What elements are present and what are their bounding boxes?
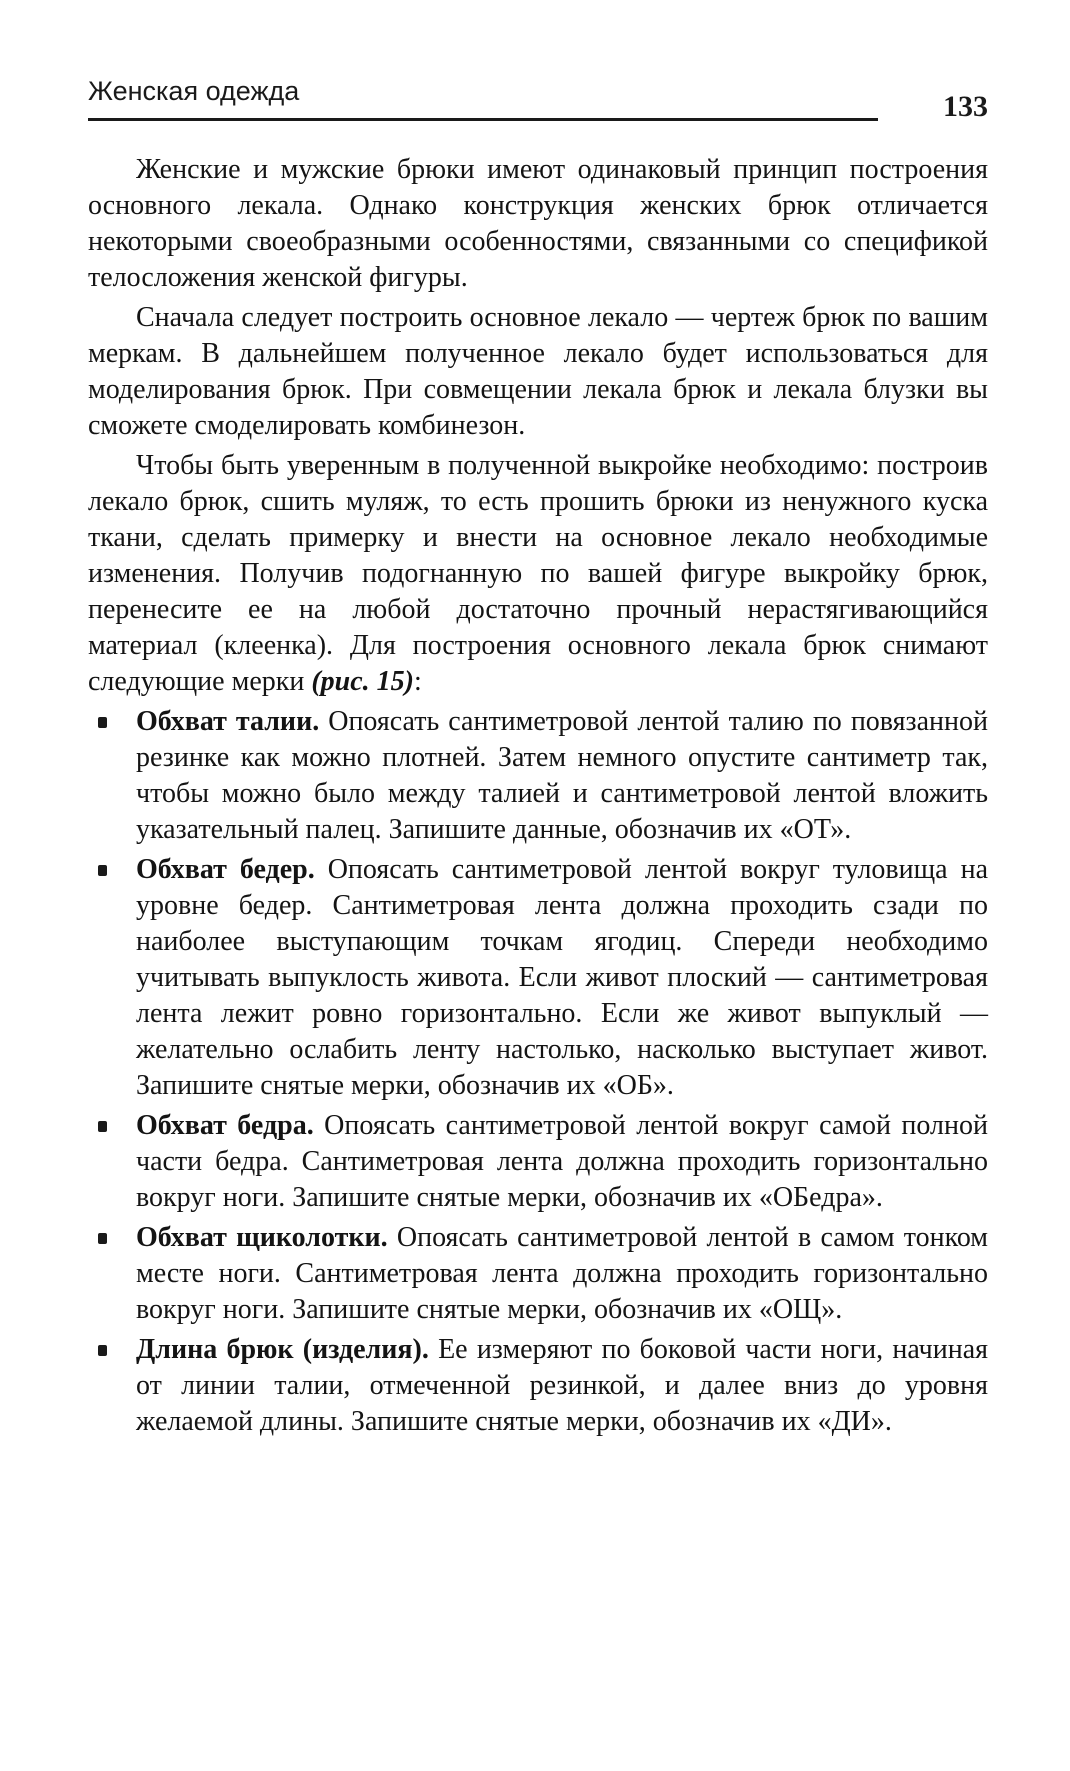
page-number: 133: [943, 90, 988, 123]
paragraph-1: Женские и мужские брюки имеют одинаковый принцип построения основного лекала. Однако конструкция женских брюк отличается некоторыми своеобразными особенностями, связанными со спецификой телосложения женской фигуры.: [88, 154, 988, 293]
measurement-list: [88, 704, 988, 1440]
page-header: [88, 76, 988, 126]
list-item-waist: [88, 704, 988, 848]
measurement-term: Обхват бедра.: [136, 1110, 314, 1141]
measurement-term: Длина брюк (изделия).: [136, 1334, 429, 1365]
bullet-icon: [98, 1233, 107, 1244]
bullet-icon: [98, 1345, 107, 1356]
bullet-icon: [98, 1121, 107, 1132]
list-item-ankle: [88, 1220, 988, 1328]
bullet-icon: [98, 717, 107, 728]
measurement-description: Опоясать сантиметровой лентой талию по повязанной резинке как можно плотней. Затем немного опустите сантиметр так, чтобы можно было между талией и сантиметровой лентой вложить указательный палец. Запишите данные, обозначив их «ОТ».: [136, 706, 988, 845]
paragraph-3-text: Чтобы быть уверенным в полученной выкройке необходимо: построив лекало брюк, сшить муляж, то есть прошить брюки из ненужного куска ткани, сделать примерку и внести на основное лекало необходимые изменения. Получив подогнанную по вашей фигуре выкройку брюк, перенесите ее на любой достаточно прочный нерастягивающийся материал (клеенка). Для построения основного лекала брюк снимают следующие мерки: [88, 450, 988, 697]
measurement-description: Опоясать сантиметровой лентой в самом тонком месте ноги. Сантиметровая лента должна проходить горизонтально вокруг ноги. Запишите снятые мерки, обозначив их «ОЩ».: [136, 1222, 989, 1325]
body-text: [88, 152, 988, 1444]
measurement-term: Обхват бедер.: [136, 854, 315, 885]
paragraph-3-tail: :: [414, 666, 422, 697]
measurement-description: Ее измеряют по боковой части ноги, начиная от линии талии, отмеченной резинкой, и далее вниз до уровня желаемой длины. Запишите снятые мерки, обозначив их «ДИ».: [136, 1334, 988, 1437]
list-item-hips: [88, 852, 988, 1104]
paragraph-3: [88, 448, 988, 700]
running-title: Женская одежда: [88, 76, 300, 106]
header-rule: [88, 118, 878, 121]
measurement-term: Обхват талии.: [136, 706, 320, 737]
paragraph-2: Сначала следует построить основное лекало — чертеж брюк по вашим меркам. В дальнейшем полученное лекало будет использоваться для моделирования брюк. При совмещении лекала брюк и лекала блузки вы сможете смоделировать комбинезон.: [88, 302, 988, 441]
measurement-term: Обхват щиколотки.: [136, 1222, 388, 1253]
measurement-description: Опоясать сантиметровой лентой вокруг туловища на уровне бедер. Сантиметровая лента должна проходить сзади по наиболее выступающим точкам ягодиц. Спереди необходимо учитывать выпуклость живота. Если живот плоский — сантиметровая лента лежит ровно горизонтально. Если же живот выпуклый — желательно ослабить ленту настолько, насколько выступает живот. Запишите снятые мерки, обозначив их «ОБ».: [136, 854, 989, 1101]
list-item-trouser-length: [88, 1332, 988, 1440]
bullet-icon: [98, 865, 107, 876]
list-item-thigh: [88, 1108, 988, 1216]
measurement-description: Опоясать сантиметровой лентой вокруг самой полной части бедра. Сантиметровая лента должна проходить горизонтально вокруг ноги. Запишите снятые мерки, обозначив их «ОБедра».: [136, 1110, 988, 1213]
figure-reference: (рис. 15): [311, 666, 414, 697]
